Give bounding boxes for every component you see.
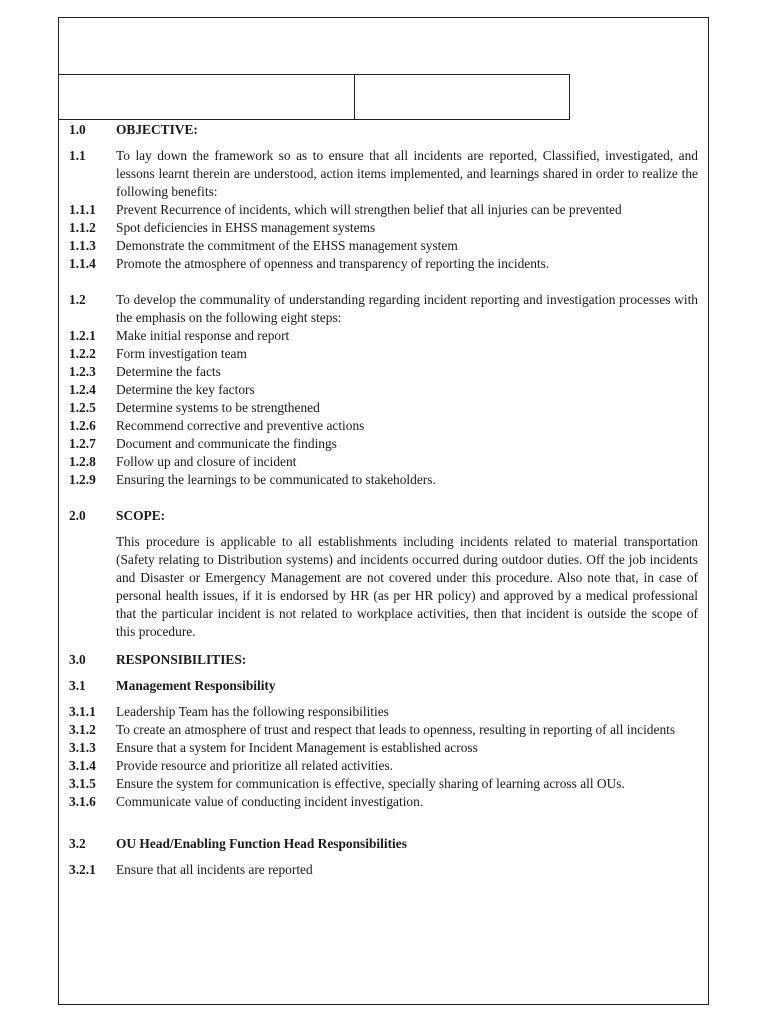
header-table (58, 74, 570, 120)
list-item (69, 453, 698, 471)
item-number: 1.0 (69, 122, 86, 137)
item-text: OBJECTIVE: (116, 122, 198, 137)
item-number: 1.2 (69, 292, 86, 307)
list-item (69, 775, 698, 793)
document-body (69, 121, 698, 879)
item-text: To create an atmosphere of trust and respect that leads to openness, resulting in reporting of all incidents (116, 722, 676, 737)
item-number: 3.1.1 (69, 704, 96, 719)
list-item (69, 739, 698, 757)
item-text: Promote the atmosphere of openness and transparency of reporting the incidents. (116, 256, 550, 271)
item-text: Communicate value of conducting incident investigation. (116, 794, 424, 809)
list-item (69, 345, 698, 363)
list-item (69, 147, 698, 201)
list-item (69, 417, 698, 435)
list-item (69, 291, 698, 327)
item-text: Provide resource and prioritize all related activities. (116, 758, 393, 773)
section-heading (69, 507, 698, 525)
item-number: 1.1.3 (69, 238, 96, 253)
item-text: Document and communicate the findings (116, 436, 337, 451)
item-text: Prevent Recurrence of incidents, which will strengthen belief that all injuries can be prevented (116, 202, 622, 217)
item-number: 3.0 (69, 652, 86, 667)
item-number: 3.2.1 (69, 862, 96, 877)
item-text: To develop the communality of understanding regarding incident reporting and investigation processes with the emphasis on the following eight steps: (116, 292, 698, 325)
list-item (69, 757, 698, 775)
item-text: To lay down the framework so as to ensure that all incidents are reported, Classified, investigated, and lessons learnt therein are understood, action items implemented, and learnings shared in order to realize the following benefits: (116, 148, 698, 199)
item-number: 1.2.6 (69, 418, 96, 433)
list-item (69, 237, 698, 255)
list-item (69, 363, 698, 381)
item-text: Determine the key factors (116, 382, 255, 397)
item-text: Determine systems to be strengthened (116, 400, 320, 415)
list-item (69, 381, 698, 399)
item-text: Ensure that all incidents are reported (116, 862, 313, 877)
header-cell-right (355, 75, 569, 119)
scope-paragraph: This procedure is applicable to all establishments including incidents related to material transportation (Safety relating to Distribution systems) and incidents occurred during outdoor duties. Off the job incidents and Disaster or Emergency Management are not covered under this procedure. Also note that, in case of personal health issues, if it is endorsed by HR (as per HR policy) and approved by a medical professional that the particular incident is not related to workplace activities, then that incident is outside the scope of this procedure. (116, 534, 698, 639)
list-item (69, 219, 698, 237)
list-item (69, 435, 698, 453)
list-item (69, 861, 698, 879)
item-text: Recommend corrective and preventive actions (116, 418, 365, 433)
item-text: Determine the facts (116, 364, 221, 379)
item-number: 1.1.1 (69, 202, 96, 217)
item-number: 1.2.5 (69, 400, 96, 415)
list-item (69, 201, 698, 219)
item-number: 3.2 (69, 836, 86, 851)
list-item (69, 471, 698, 489)
item-number: 1.1 (69, 148, 86, 163)
item-text: Ensuring the learnings to be communicated to stakeholders. (116, 472, 436, 487)
section-heading (69, 835, 698, 853)
item-number: 3.1.6 (69, 794, 96, 809)
item-text: Management Responsibility (116, 678, 276, 693)
list-item (69, 399, 698, 417)
item-number: 1.2.8 (69, 454, 96, 469)
item-text: Spot deficiencies in EHSS management systems (116, 220, 376, 235)
item-number: 3.1.4 (69, 758, 96, 773)
item-text: Demonstrate the commitment of the EHSS management system (116, 238, 458, 253)
item-number: 1.2.4 (69, 382, 96, 397)
item-number: 3.1.2 (69, 722, 96, 737)
item-number: 1.1.4 (69, 256, 96, 271)
item-text: Form investigation team (116, 346, 247, 361)
item-number: 1.2.7 (69, 436, 96, 451)
item-text: Leadership Team has the following responsibilities (116, 704, 389, 719)
item-number: 2.0 (69, 508, 86, 523)
item-number: 1.2.2 (69, 346, 96, 361)
item-number: 1.2.1 (69, 328, 96, 343)
item-text: OU Head/Enabling Function Head Responsibilities (116, 836, 407, 851)
list-item (69, 703, 698, 721)
item-text: RESPONSIBILITIES: (116, 652, 247, 667)
item-number: 3.1.5 (69, 776, 96, 791)
item-text: Make initial response and report (116, 328, 290, 343)
list-item (69, 721, 698, 739)
item-text: Ensure the system for communication is effective, specially sharing of learning across all OUs. (116, 776, 625, 791)
header-cell-left (59, 75, 355, 119)
item-text: Ensure that a system for Incident Management is established across (116, 740, 478, 755)
list-item (69, 327, 698, 345)
item-number: 1.1.2 (69, 220, 96, 235)
section-heading (69, 677, 698, 695)
item-number: 3.1 (69, 678, 86, 693)
item-number: 1.2.3 (69, 364, 96, 379)
item-number: 3.1.3 (69, 740, 96, 755)
item-text: Follow up and closure of incident (116, 454, 297, 469)
item-number: 1.2.9 (69, 472, 96, 487)
section-heading (69, 651, 698, 669)
section-heading (69, 121, 698, 139)
list-item (69, 793, 698, 811)
item-text: SCOPE: (116, 508, 166, 523)
list-item (69, 255, 698, 273)
